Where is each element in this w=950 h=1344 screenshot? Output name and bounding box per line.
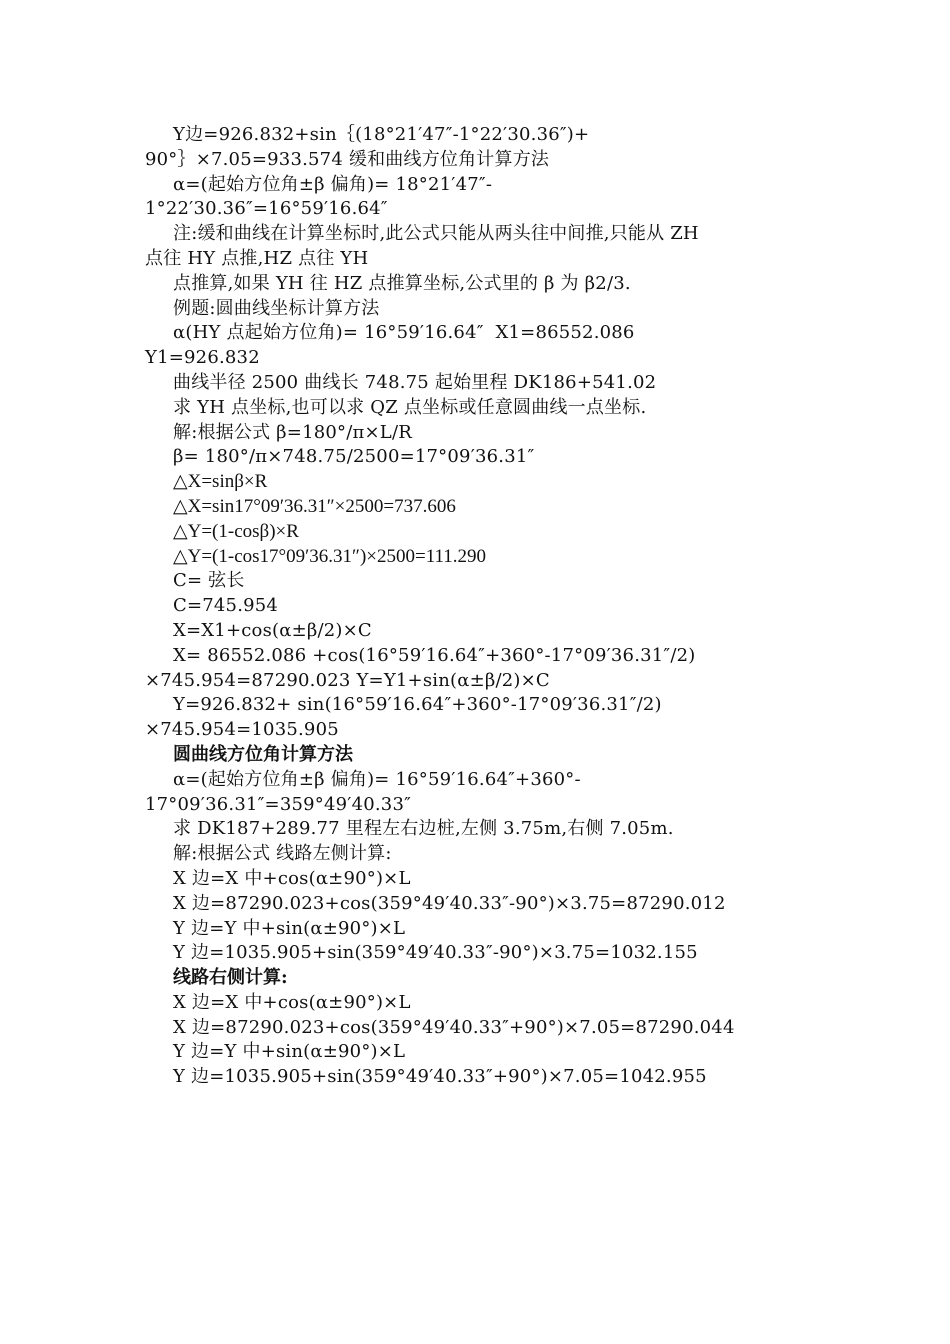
text-line: △X=sin17°09′36.31″×2500=737.606 bbox=[173, 495, 456, 517]
text-line: 解:根据公式 线路左侧计算: bbox=[173, 843, 392, 865]
text-line: Y 边=1035.905+sin(359°49′40.33″-90°)×3.75=1032.155 bbox=[173, 942, 698, 964]
text-line: X= 86552.086 +cos(16°59′16.64″+360°-17°09′36.31″/2) bbox=[173, 644, 696, 666]
text-line: X 边=87290.023+cos(359°49′40.33″+90°)×7.05=87290.044 bbox=[173, 1016, 735, 1038]
text-line: X 边=87290.023+cos(359°49′40.33″-90°)×3.75=87290.012 bbox=[173, 892, 726, 914]
text-line: 解:根据公式 β=180°/π×L/R bbox=[173, 421, 412, 443]
text-line: X=X1+cos(α±β/2)×C bbox=[173, 619, 372, 641]
text-line: 17°09′36.31″=359°49′40.33″ bbox=[145, 793, 412, 815]
text-line: Y1=926.832 bbox=[145, 347, 260, 369]
text-line: 点往 HY 点推,HZ 点往 YH bbox=[145, 247, 369, 269]
text-line: α=(起始方位角±β 偏角)= 16°59′16.64″+360°- bbox=[173, 768, 581, 790]
text-line: 1°22′30.36″=16°59′16.64″ bbox=[145, 198, 388, 220]
text-line: Y 边=Y 中+sin(α±90°)×L bbox=[173, 1041, 406, 1063]
text-line: Y 边=Y 中+sin(α±90°)×L bbox=[173, 917, 406, 939]
text-line: 注:缓和曲线在计算坐标时,此公式只能从两头往中间推,只能从 ZH bbox=[173, 223, 699, 245]
text-line: X 边=X 中+cos(α±90°)×L bbox=[173, 867, 411, 889]
section-heading: 线路右侧计算: bbox=[173, 967, 288, 989]
text-line: Y边=926.832+sin｛(18°21′47″-1°22′30.36″)+ bbox=[173, 124, 590, 145]
text-line: C=745.954 bbox=[173, 595, 279, 617]
text-line: △Y=(1-cos17°09′36.31″)×2500=111.290 bbox=[173, 545, 487, 567]
text-line: ×745.954=1035.905 bbox=[145, 719, 339, 741]
text-line: 求 YH 点坐标,也可以求 QZ 点坐标或任意圆曲线一点坐标. bbox=[173, 396, 647, 418]
text-line: 例题:圆曲线坐标计算方法 bbox=[173, 297, 380, 319]
text-line: △Y=(1-cosβ)×R bbox=[173, 520, 299, 542]
text-line: Y 边=1035.905+sin(359°49′40.33″+90°)×7.05=1042.955 bbox=[173, 1066, 707, 1088]
text-line: ×745.954=87290.023 Y=Y1+sin(α±β/2)×C bbox=[145, 669, 550, 691]
text-line: β= 180°/π×748.75/2500=17°09′36.31″ bbox=[173, 446, 535, 468]
text-line: X 边=X 中+cos(α±90°)×L bbox=[173, 991, 411, 1013]
text-line: 曲线半径 2500 曲线长 748.75 起始里程 DK186+541.02 bbox=[173, 371, 657, 393]
text-line: 求 DK187+289.77 里程左右边桩,左侧 3.75m,右侧 7.05m. bbox=[173, 818, 674, 840]
text-line: 90°｝×7.05=933.574 缓和曲线方位角计算方法 bbox=[145, 148, 550, 170]
document-body bbox=[145, 123, 805, 1090]
text-line: α=(起始方位角±β 偏角)= 18°21′47″- bbox=[173, 173, 493, 195]
section-heading: 圆曲线方位角计算方法 bbox=[173, 743, 353, 765]
text-line: △X=sinβ×R bbox=[173, 471, 268, 493]
text-line: 点推算,如果 YH 往 HZ 点推算坐标,公式里的 β 为 β2/3. bbox=[173, 272, 631, 294]
text-line: C= 弦长 bbox=[173, 570, 245, 592]
text-line: Y=926.832+ sin(16°59′16.64″+360°-17°09′36.31″/2) bbox=[173, 694, 662, 716]
text-line: α(HY 点起始方位角)= 16°59′16.64″ X1=86552.086 bbox=[173, 322, 635, 344]
